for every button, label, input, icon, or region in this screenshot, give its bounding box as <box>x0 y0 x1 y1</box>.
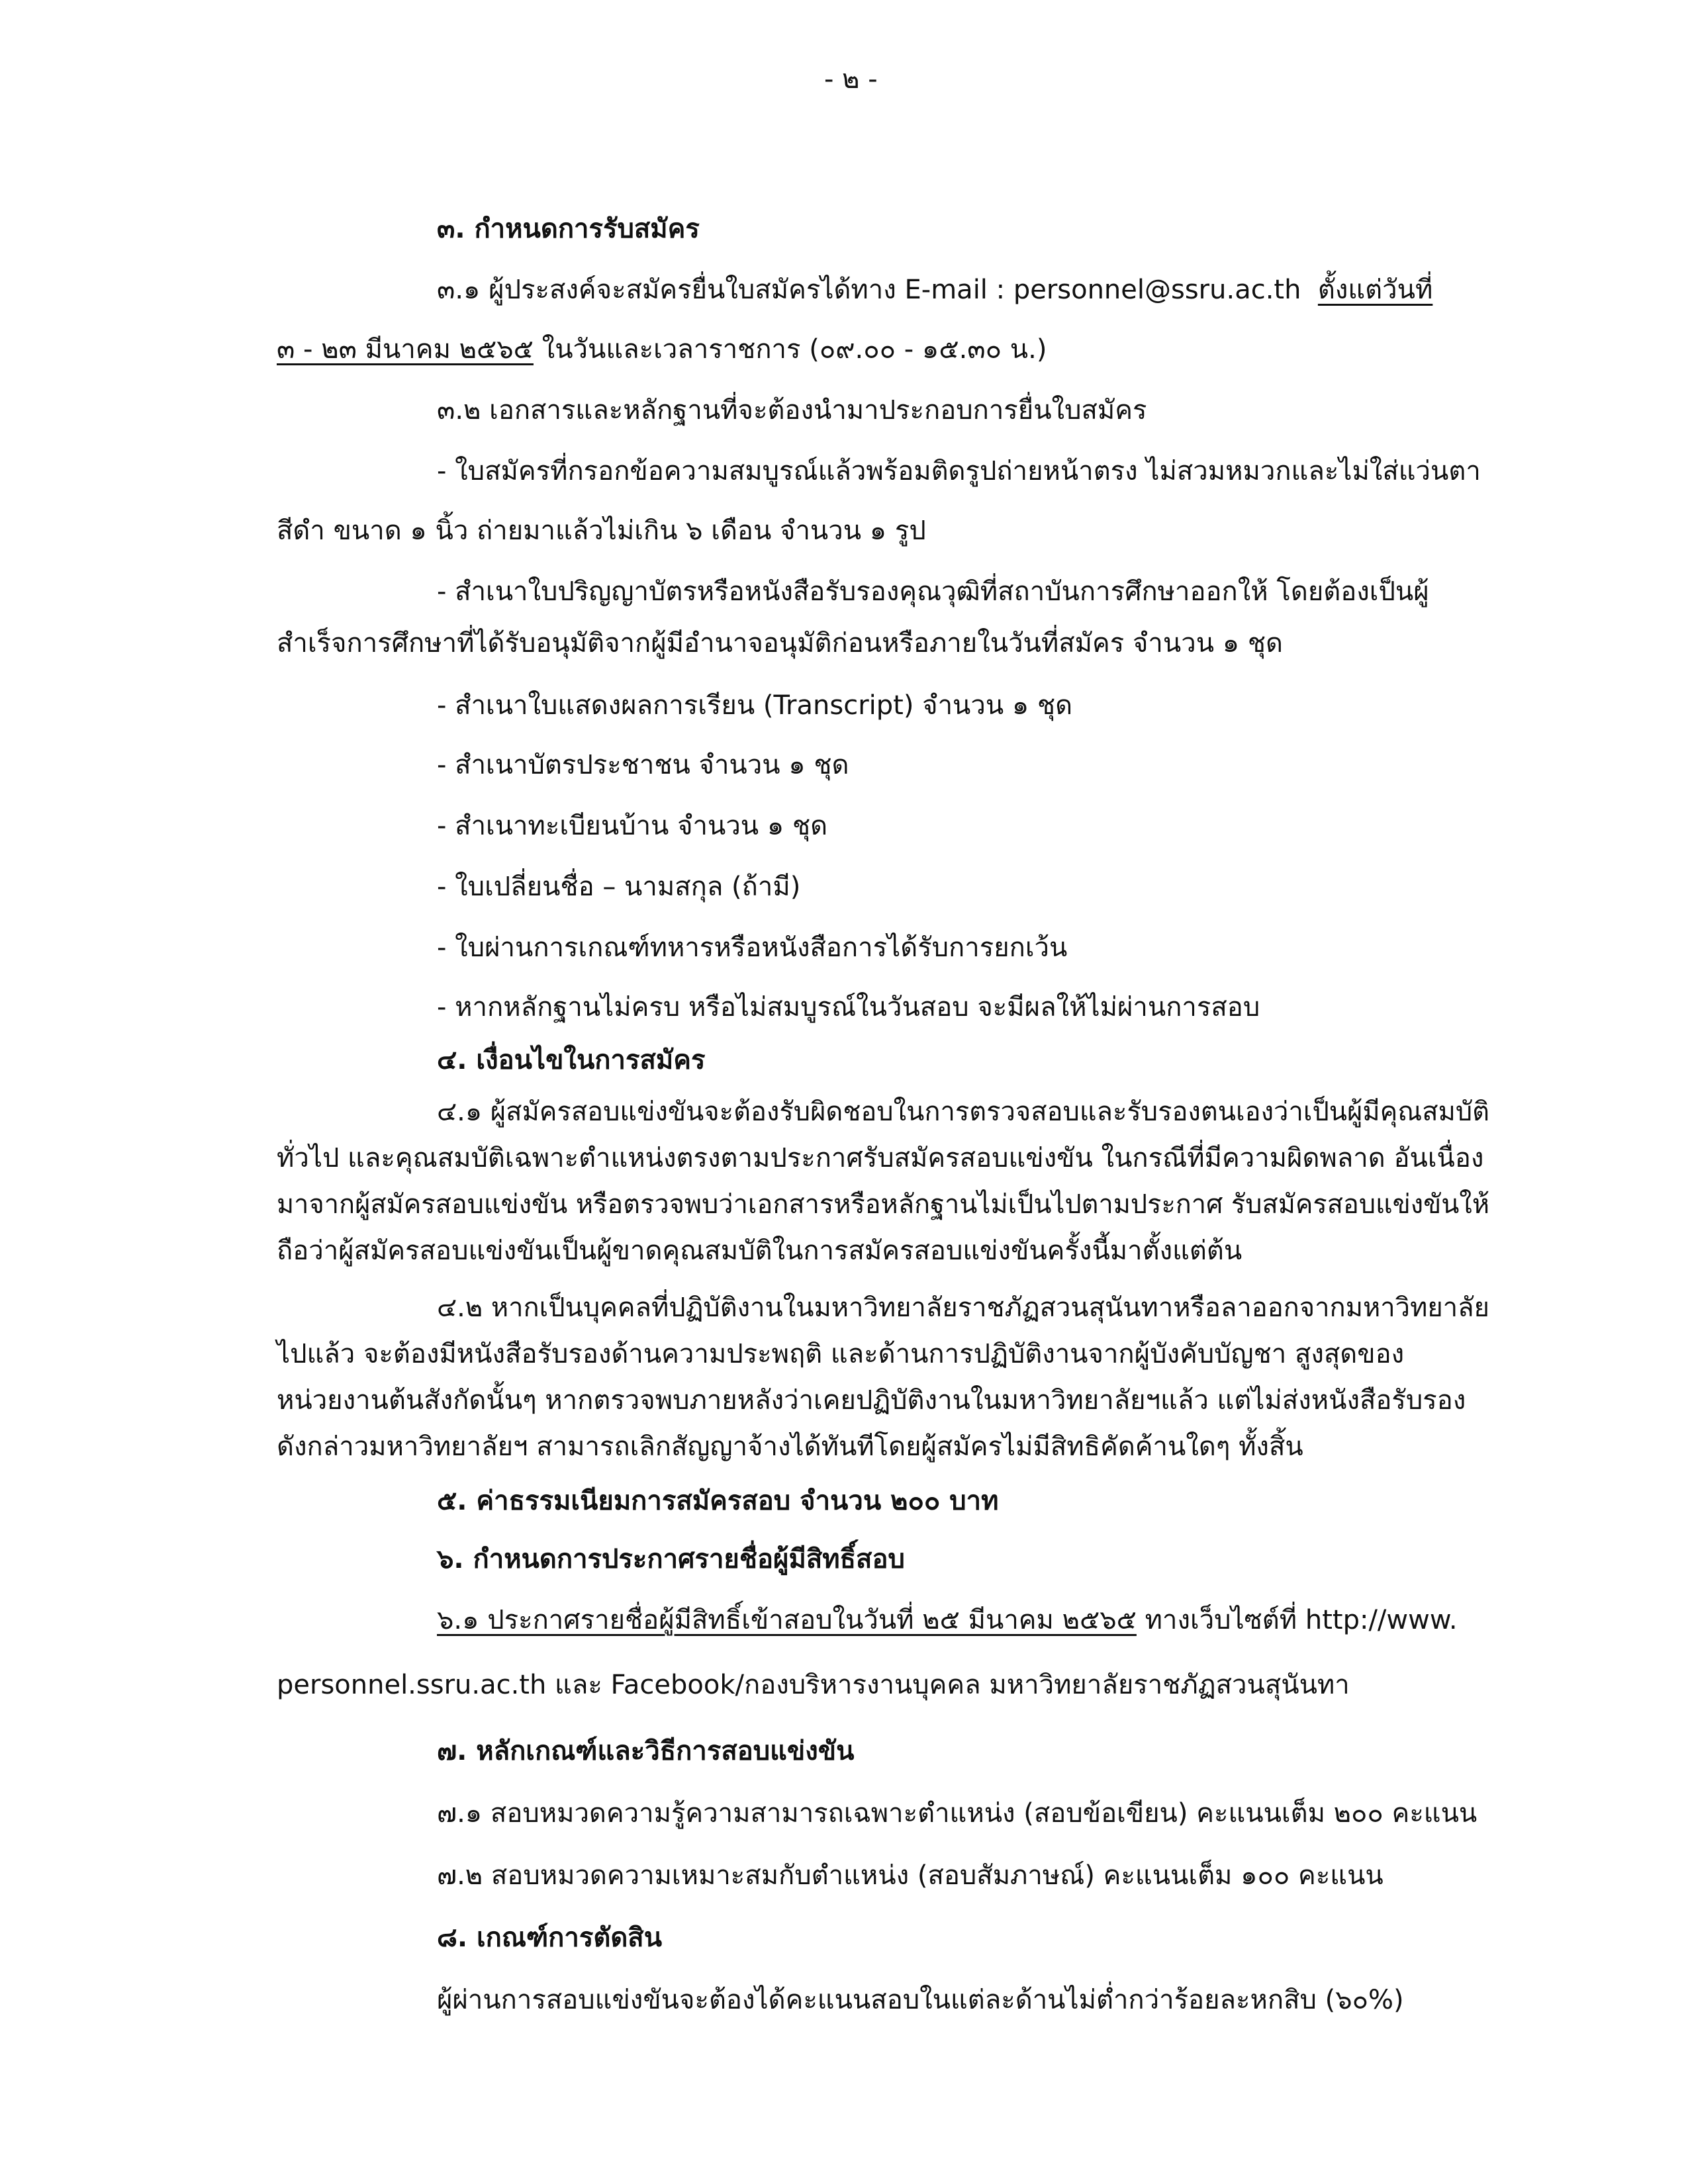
doc-6: - ใบเปลี่ยนชื่อ – นามสกุล (ถ้ามี) <box>437 872 801 902</box>
item-3-1-date-start: ตั้งแต่วันที่ <box>1317 275 1433 305</box>
section-3-heading: ๓. กำหนดการรับสมัคร <box>437 214 700 244</box>
item-4-2-line3: หน่วยงานต้นสังกัดนั้นๆ หากตรวจพบภายหลังว่าเคยปฏิบัติงานในมหาวิทยาลัยฯแล้ว แต่ไม่ส่งหนังสือรับรอง <box>277 1385 1466 1416</box>
item-3-1-line2 <box>277 331 1047 368</box>
section-7-heading: ๗. หลักเกณฑ์และวิธีการสอบแข่งขัน <box>437 1736 855 1766</box>
doc-3: - สำเนาใบแสดงผลการเรียน (Transcript) จำนวน ๑ ชุด <box>437 690 1073 721</box>
section-6-heading: ๖. กำหนดการประกาศรายชื่อผู้มีสิทธิ์สอบ <box>437 1544 905 1574</box>
doc-5: - สำเนาทะเบียนบ้าน จำนวน ๑ ชุด <box>437 811 828 841</box>
item-6-1-line1 <box>437 1602 1458 1639</box>
doc-7: - ใบผ่านการเกณฑ์ทหารหรือหนังสือการได้รับการยกเว้น <box>437 933 1068 963</box>
doc-2-line2: สำเร็จการศึกษาที่ได้รับอนุมัติจากผู้มีอำนาจอนุมัติก่อนหรือภายในวันที่สมัคร จำนวน ๑ ชุด <box>277 628 1283 659</box>
item-4-1-line3: มาจากผู้สมัครสอบแข่งขัน หรือตรวจพบว่าเอกสารหรือหลักฐานไม่เป็นไปตามประกาศ รับสมัครสอบแข่งขันให้ <box>277 1189 1489 1220</box>
page-number: - ๒ - <box>824 64 878 95</box>
doc-2-line1: - สำเนาใบปริญญาบัตรหรือหนังสือรับรองคุณวุฒิที่สถาบันการศึกษาออกให้ โดยต้องเป็นผู้ <box>437 576 1429 607</box>
item-6-1-announcement: ๖.๑ ประกาศรายชื่อผู้มีสิทธิ์เข้าสอบในวันที่ ๒๕ มีนาคม ๒๕๖๕ <box>437 1605 1137 1635</box>
item-4-1-line4: ถือว่าผู้สมัครสอบแข่งขันเป็นผู้ขาดคุณสมบัติในการสมัครสอบแข่งขันครั้งนี้มาตั้งแต่ต้น <box>277 1236 1243 1266</box>
item-3-1-prefix: ๓.๑ ผู้ประสงค์จะสมัครยื่นใบสมัครได้ทาง E-mail : personnel@ssru.ac.th <box>437 275 1301 305</box>
item-3-1-suffix: ในวันและเวลาราชการ (๐๙.๐๐ - ๑๕.๓๐ น.) <box>541 334 1047 365</box>
section-8-heading: ๘. เกณฑ์การตัดสิน <box>437 1923 663 1953</box>
doc-1-line1: - ใบสมัครที่กรอกข้อความสมบูรณ์แล้วพร้อมติดรูปถ่ายหน้าตรง ไม่สวมหมวกและไม่ใส่แว่นตา <box>437 456 1481 486</box>
item-4-1-line1: ๔.๑ ผู้สมัครสอบแข่งขันจะต้องรับผิดชอบในการตรวจสอบและรับรองตนเองว่าเป็นผู้มีคุณสมบัติ <box>437 1097 1490 1127</box>
doc-4: - สำเนาบัตรประชาชน จำนวน ๑ ชุด <box>437 750 849 780</box>
item-3-1-line1 <box>437 271 1432 308</box>
item-6-1-website: ทางเว็บไซต์ที่ http://www. <box>1145 1605 1458 1635</box>
section-8-text: ผู้ผ่านการสอบแข่งขันจะต้องได้คะแนนสอบในแต่ละด้านไม่ต่ำกว่าร้อยละหกสิบ (๖๐%) <box>437 1985 1404 2015</box>
item-4-1-line2: ทั่วไป และคุณสมบัติเฉพาะตำแหน่งตรงตามประกาศรับสมัครสอบแข่งขัน ในกรณีที่มีความผิดพลาด อันเนื่อง <box>277 1143 1484 1173</box>
item-4-2-line1: ๔.๒ หากเป็นบุคคลที่ปฏิบัติงานในมหาวิทยาลัยราชภัฏสวนสุนันทาหรือลาออกจากมหาวิทยาลัย <box>437 1293 1489 1323</box>
section-4-heading: ๔. เงื่อนไขในการสมัคร <box>437 1045 706 1075</box>
section-5-heading: ๕. ค่าธรรมเนียมการสมัครสอบ จำนวน ๒๐๐ บาท <box>437 1486 999 1516</box>
doc-8: - หากหลักฐานไม่ครบ หรือไม่สมบูรณ์ในวันสอบ จะมีผลให้ไม่ผ่านการสอบ <box>437 992 1260 1023</box>
item-3-2: ๓.๒ เอกสารและหลักฐานที่จะต้องนำมาประกอบการยื่นใบสมัคร <box>437 395 1147 426</box>
item-4-2-line4: ดังกล่าวมหาวิทยาลัยฯ สามารถเลิกสัญญาจ้างได้ทันทีโดยผู้สมัครไม่มีสิทธิคัดค้านใดๆ ทั้งสิ้น <box>277 1432 1303 1462</box>
item-7-2: ๗.๒ สอบหมวดความเหมาะสมกับตำแหน่ง (สอบสัมภาษณ์) คะแนนเต็ม ๑๐๐ คะแนน <box>437 1860 1383 1891</box>
item-3-1-date-end: ๓ - ๒๓ มีนาคม ๒๕๖๕ <box>277 334 534 365</box>
item-6-1-line2: personnel.ssru.ac.th และ Facebook/กองบริหารงานบุคคล มหาวิทยาลัยราชภัฏสวนสุนันทา <box>277 1670 1350 1700</box>
item-4-2-line2: ไปแล้ว จะต้องมีหนังสือรับรองด้านความประพฤติ และด้านการปฏิบัติงานจากผู้บังคับบัญชา สูงสุดของ <box>277 1339 1405 1369</box>
item-7-1: ๗.๑ สอบหมวดความรู้ความสามารถเฉพาะตำแหน่ง (สอบข้อเขียน) คะแนนเต็ม ๒๐๐ คะแนน <box>437 1798 1477 1829</box>
doc-1-line2: สีดำ ขนาด ๑ นิ้ว ถ่ายมาแล้วไม่เกิน ๖ เดือน จำนวน ๑ รูป <box>277 516 926 546</box>
